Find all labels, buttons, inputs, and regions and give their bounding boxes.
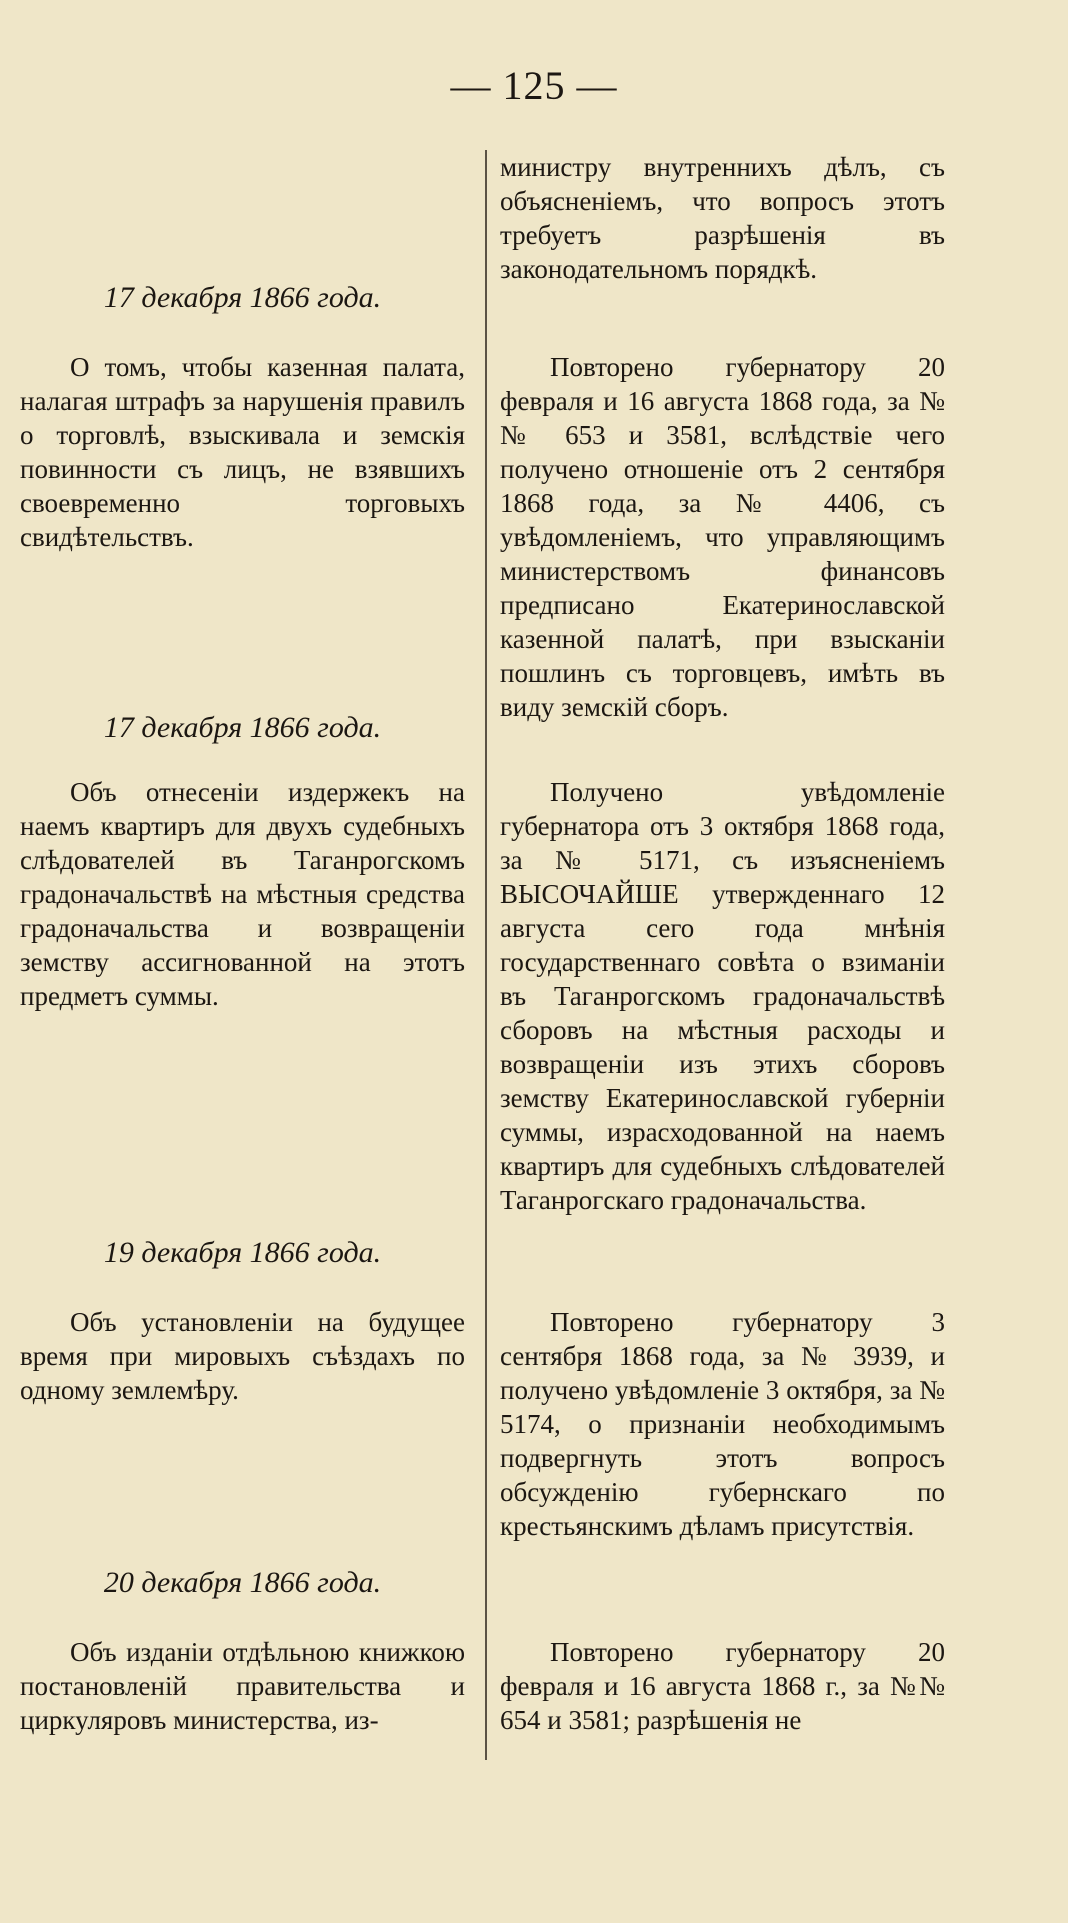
column-divider xyxy=(485,150,487,1760)
entry-response xyxy=(500,775,945,1217)
entry-subject xyxy=(20,1305,465,1407)
subject-text: Объ отнесеніи издержекъ на наемъ квартиръ для двухъ судебныхъ слѣдователей въ Таганрогскомъ градоначальствѣ на мѣстныя средства градоначальства и возвращеніи земству ассигнованной на этотъ предметъ суммы. xyxy=(20,777,465,1011)
response-text: Получено увѣдомленіе губернатора отъ 3 октября 1868 года, за № 5171, съ изъясненіемъ ВЫСОЧАЙШЕ утвержденнаго 12 августа сего года мнѣнія государственнаго совѣта о взиманіи въ Таганрогскомъ градоначальствѣ сборовъ на мѣстныя расходы и возвращеніи изъ этихъ сборовъ земству Екатеринославской губерніи суммы, израсходованной на наемъ квартиръ для судебныхъ слѣдователей Таганрогскаго градоначальства. xyxy=(500,777,945,1215)
entry-response xyxy=(500,350,945,724)
entry-subject xyxy=(20,350,465,554)
subject-text: Объ установленіи на будущее время при мировыхъ съѣздахъ по одному землемѣру. xyxy=(20,1307,465,1405)
entry-subject xyxy=(20,775,465,1013)
response-text: Повторено губернатору 3 сентября 1868 года, за № 3939, и получено увѣдомленіе 3 октября, за № 5174, о признаніи необходимымъ подвергнуть этотъ вопросъ обсужденію губернскаго по крестьянскимъ дѣламъ присутствія. xyxy=(500,1307,945,1541)
response-text: Повторено губернатору 20 февраля и 16 августа 1868 года, за №№ 653 и 3581, вслѣдствіе чего получено отношеніе отъ 2 сентября 1868 года, за № 4406, съ увѣдомленіемъ, что управляющимъ министерствомъ финансовъ предписано Екатеринославской казенной палатѣ, при взысканіи пошлинъ съ торговцевъ, имѣть въ виду земскій сборъ. xyxy=(500,352,945,722)
page-number: — 125 — xyxy=(450,63,618,108)
entry-date: 17 декабря 1866 года. xyxy=(103,281,382,314)
subject-text: Объ изданіи отдѣльною книжкою постановленій правительства и циркуляровъ министерства, из- xyxy=(20,1637,465,1735)
continuation-text: министру внутреннихъ дѣлъ, съ объясненіемъ, что вопросъ этотъ требуетъ разрѣшенія въ законодательномъ порядкѣ. xyxy=(500,152,945,284)
response-text: Повторено губернатору 20 февраля и 16 августа 1868 г., за №№ 654 и 3581; разрѣшенія не xyxy=(500,1637,945,1735)
entry-date: 17 декабря 1866 года. xyxy=(103,711,382,744)
entry-response xyxy=(500,1635,945,1737)
right-continuation xyxy=(500,150,945,286)
entry-date: 20 декабря 1866 года. xyxy=(103,1566,382,1599)
entry-date: 19 декабря 1866 года. xyxy=(103,1236,382,1269)
entry-response xyxy=(500,1305,945,1543)
entry-subject xyxy=(20,1635,465,1737)
subject-text: О томъ, чтобы казенная палата, налагая штрафъ за нарушенія правилъ о торговлѣ, взыскивала и земскія повинности съ лицъ, не взявшихъ своевременно торговыхъ свидѣтельствъ. xyxy=(20,352,465,552)
